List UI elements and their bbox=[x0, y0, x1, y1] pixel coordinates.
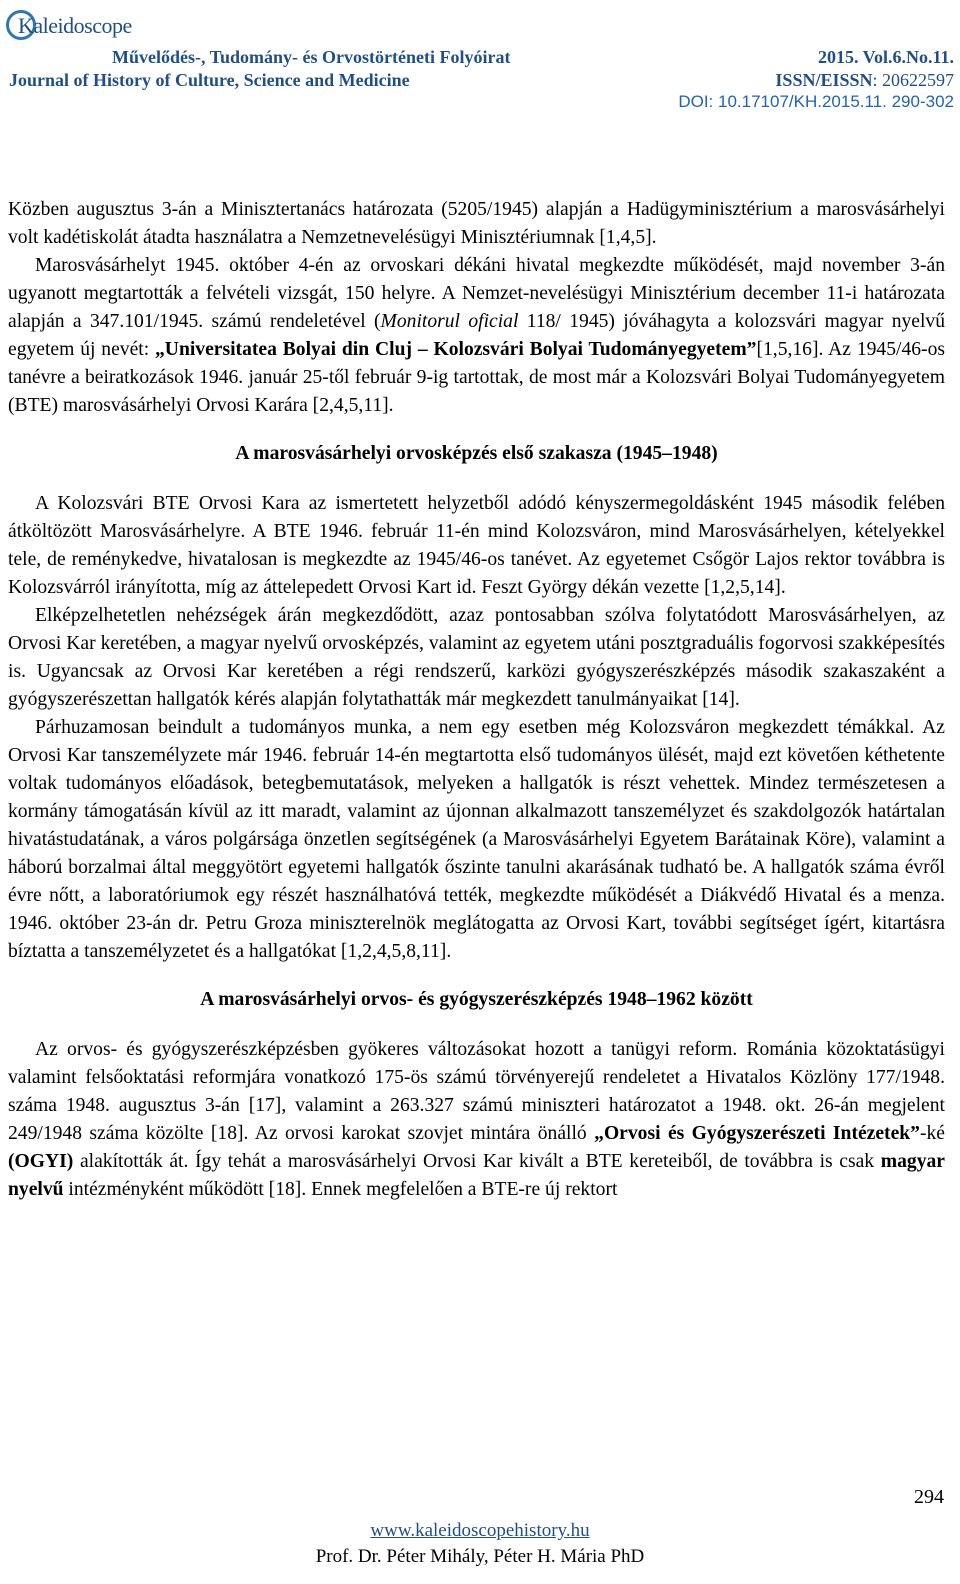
paragraph: Párhuzamosan beindult a tudományos munka, a nem egy esetben még Kolozsváron megkezdett témákkal. Az Orvosi Kar tanszemélyzete már 1946. február 14-én megtartotta első tudományos ülését, majd ezt követően kéthetente voltak tudományos előadások, betegbemutatások, melyeken a hallgatók is részt vehettek. Mindez természetesen a kormány támogatásán kívül az itt maradt, valamint az újonnan alkalmazott tanszemélyzet és szakdolgozók határtalan hivatástudatának, a város polgársága önzetlen segítségének (a Marosvásárhelyi Egyetem Barátainak Köre), valamint a háború borzalmai által meggyötört egyetemi hallgatók őszinte tanulni akarásának tudható be. A hallgatók száma évről évre nőtt, a laboratóriumok egy részét használhatóvá tették, megkezdte működését a Diákvédő Hivatal és a menza. 1946. október 23-án dr. Petru Groza miniszterelnök meglátogatta az Orvosi Kart, további segítséget ígért, kitartásra bíztatta a tanszemélyzetet és a hallgatókat [1,2,4,5,8,11]. bbox=[8, 717, 945, 962]
issn-info bbox=[775, 70, 954, 90]
section-heading: A marosvásárhelyi orvos- és gyógyszerészképzés 1948–1962 között bbox=[200, 989, 753, 1010]
page-header bbox=[0, 0, 960, 120]
paragraph: A Kolozsvári BTE Orvosi Kara az ismertetett helyzetből adódó kényszermegoldásként 1945 második felében átköltözött Marosvásárhelyre. A BTE 1946. február 11-én mind Kolozsváron, mind Marosvásárhelyen, kételyekkel tele, de reménykedve, hivatalosan is megkezdte az 1945/46-os tanévet. Az egyetemet Csőgör Lajos rektor továbbra is Kolozsvárról irányította, míg az áttelepedett Orvosi Kart id. Feszt György dékán vezette [1,2,5,14]. bbox=[8, 493, 945, 598]
page-number: 294 bbox=[914, 1486, 944, 1508]
paragraph: Az orvos- és gyógyszerészképzésben gyökeres változásokat hozott a tanügyi reform. Románia közoktatásügyi valamint felsőoktatási reformjára vonatkozó 175-ös számú törvényerejű rendeletet a Hivatalos Közlöny 177/1948. száma 1948. augusztus 3-án [17], valamint a 263.327 számú miniszteri határozatot a 1948. okt. 26-án megjelent 249/1948 száma közölte [18]. Az orvosi karokat szovjet mintára önálló „Orvosi és Gyógyszerészeti Intézetek”-ké (OGYI) alakították át. Így tehát a marosvásárhelyi Orvosi Kar kivált a BTE kereteiből, de továbbra is csak magyar nyelvű intézményként működött [18]. Ennek megfelelően a BTE-re új rektort bbox=[8, 1039, 946, 1200]
paragraph: Elképzelhetetlen nehézségek árán megkezdődött, azaz pontosabban szólva folytatódott Marosvásárhelyen, az Orvosi Kar keretében, a magyar nyelvű orvosképzés, valamint az egyetem utáni posztgraduális fogorvosi szakképesítés is. Ugyancsak az Orvosi Kar keretében a régi rendszerű, karközi gyógyszerészképzés második szakaszaként a gyógyszerészettan hallgatók kérés alapján folytathatták már megkezdett tanulmányaikat [14]. bbox=[8, 605, 945, 710]
paragraph: Közben augusztus 3-án a Minisztertanács határozata (5205/1945) alapján a Hadügyminisztérium a marosvásárhelyi volt kadétiskolát átadta használatra a Nemzetnevelésügyi Minisztériumnak [1,4,5]. bbox=[8, 199, 945, 248]
issn-label: ISSN/EISSN bbox=[775, 70, 873, 90]
section-heading: A marosvásárhelyi orvosképzés első szakasza (1945–1948) bbox=[235, 443, 718, 464]
article-body bbox=[8, 196, 945, 1204]
issue-info: 2015. Vol.6.No.11. bbox=[817, 47, 954, 67]
issn-value: : 20622597 bbox=[872, 70, 954, 90]
paragraph: Marosvásárhelyt 1945. október 4-én az orvoskari dékáni hivatal megkezdte működését, majd november 3-án ugyanott megtartották a felvételi vizsgát, 150 helyre. A Nemzet-nevelésügyi Minisztérium december 11-i határozata alapján a 347.101/1945. számú rendeletével (Monitorul oficial 118/ 1945) jóváhagyta a kolozsvári magyar nyelvű egyetem új nevét: „Universitatea Bolyai din Cluj – Kolozsvári Bolyai Tudományegyetem”[1,5,16]. Az 1945/46-os tanévre a beiratkozások 1946. január 25-től február 9-ig tartottak, de most már a Kolozsvári Bolyai Tudományegyetem (BTE) marosvásárhelyi Orvosi Karára [2,4,5,11]. bbox=[8, 255, 946, 416]
journal-title-en: Journal of History of Culture, Science and Medicine bbox=[9, 70, 410, 90]
footer-url-link[interactable]: www.kaleidoscopehistory.hu bbox=[370, 1520, 590, 1541]
journal-logo bbox=[6, 10, 132, 44]
doi-link[interactable]: DOI: 10.17107/KH.2015.11. 290-302 bbox=[678, 92, 954, 111]
footer-authors: Prof. Dr. Péter Mihály, Péter H. Mária PhD bbox=[315, 1546, 645, 1567]
journal-title-hu: Művelődés-, Tudomány- és Orvostörténeti Folyóirat bbox=[112, 47, 511, 67]
logo-text: Kaleidoscope bbox=[18, 13, 132, 38]
